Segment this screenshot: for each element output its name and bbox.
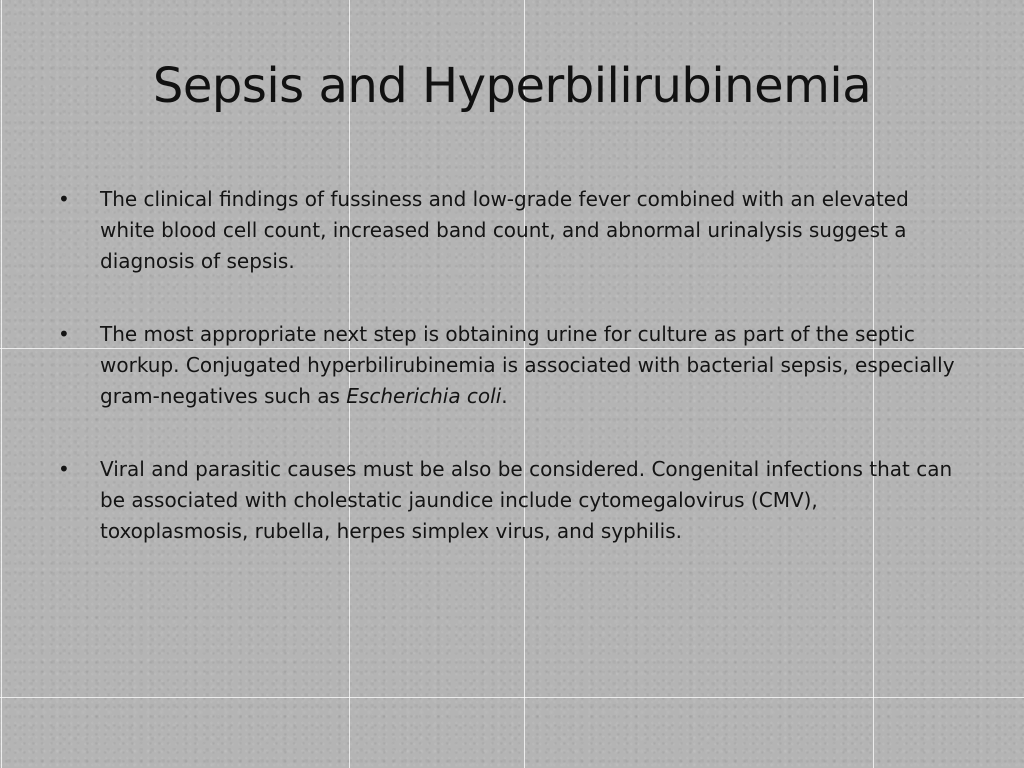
bullet-text-end: . bbox=[501, 384, 508, 408]
bullet-marker: • bbox=[58, 457, 70, 481]
slide-title: Sepsis and Hyperbilirubinemia bbox=[152, 58, 872, 114]
background-grid-line bbox=[0, 697, 1024, 698]
organism-name: Escherichia coli bbox=[346, 384, 502, 408]
bullet-item bbox=[56, 319, 956, 412]
bullet-text: The clinical findings of fussiness and low-grade fever combined with an elevated white blood cell count, increased band count, and abnormal urinalysis suggest a diagnosis of sepsis. bbox=[100, 187, 909, 273]
bullet-text: The most appropriate next step is obtaining urine for culture as part of the septic workup. Conjugated hyperbilirubinemia is associated with bacterial sepsis, especially gram-negatives such as bbox=[100, 322, 955, 408]
bullet-item bbox=[56, 454, 956, 547]
bullet-item bbox=[56, 184, 956, 277]
bullet-list bbox=[56, 184, 956, 589]
background-grid-line bbox=[1, 0, 2, 768]
bullet-marker: • bbox=[58, 187, 70, 211]
bullet-marker: • bbox=[58, 322, 70, 346]
bullet-text: Viral and parasitic causes must be also be considered. Congenital infections that can be associated with cholestatic jaundice include cytomegalovirus (CMV), toxoplasmosis, rubella, herpes simplex virus, and syphilis. bbox=[100, 457, 953, 543]
